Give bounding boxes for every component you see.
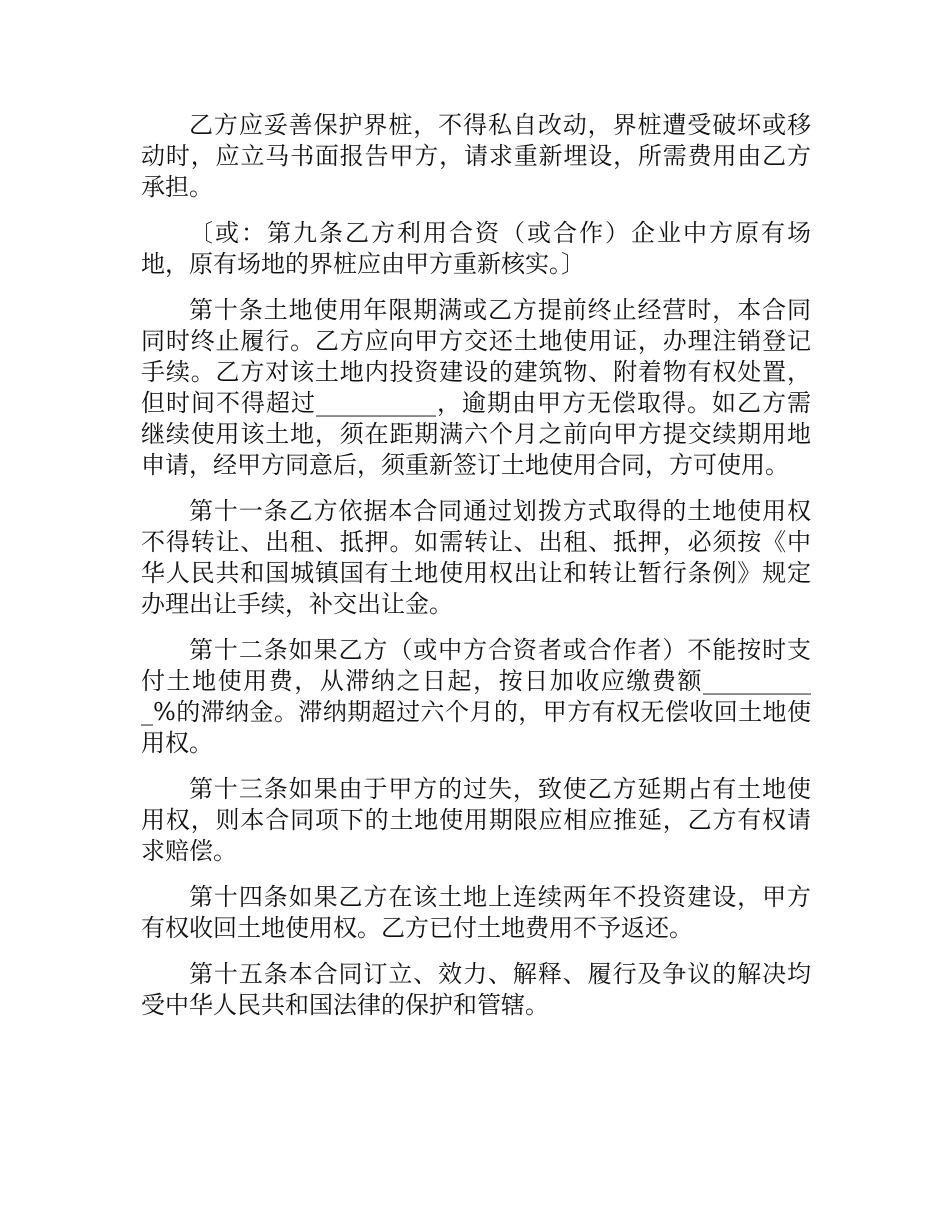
paragraph-article-10: 第十条土地使用年限期满或乙方提前终止经营时，本合同同时终止履行。乙方应向甲方交还土地使用证，办理注销登记手续。乙方对该土地内投资建设的建筑物、附着物有权处置，但时间不得超过__________，逾期由甲方无偿取得。如乙方需继续使用该土地，须在距期满六个月之前向甲方提交续期用地申请，经甲方同意后，须重新签订土地使用合同，方可使用。 (141, 296, 811, 479)
paragraph-article-11: 第十一条乙方依据本合同通过划拨方式取得的土地使用权不得转让、出租、抵押。如需转让、出租、抵押，必须按《中华人民共和国城镇国有土地使用权出让和转让暂行条例》规定办理出让手续，补交出让金。 (141, 497, 811, 618)
paragraph-article-12: 第十二条如果乙方（或中方合资者或合作者）不能按时支付土地使用费，从滞纳之日起，按日加收应缴费额__________%的滞纳金。滞纳期超过六个月的，甲方有权无偿收回土地使用权。 (141, 636, 811, 757)
paragraph-article-14: 第十四条如果乙方在该土地上连续两年不投资建设，甲方有权收回土地使用权。乙方已付土地费用不予返还。 (141, 883, 811, 942)
document-page (141, 110, 811, 1036)
paragraph-boundary-markers: 乙方应妥善保护界桩，不得私自改动，界桩遭受破坏或移动时，应立马书面报告甲方，请求重新埋设，所需费用由乙方承担。 (141, 111, 811, 201)
paragraph-article-9-alternative: 〔或：第九条乙方利用合资（或合作）企业中方原有场地，原有场地的界桩应由甲方重新核实。〕 (141, 219, 811, 278)
paragraph-article-15: 第十五条本合同订立、效力、解释、履行及争议的解决均受中华人民共和国法律的保护和管辖。 (141, 960, 811, 1019)
paragraph-article-13: 第十三条如果由于甲方的过失，致使乙方延期占有土地使用权，则本合同项下的土地使用期限应相应推延，乙方有权请求赔偿。 (141, 775, 811, 865)
